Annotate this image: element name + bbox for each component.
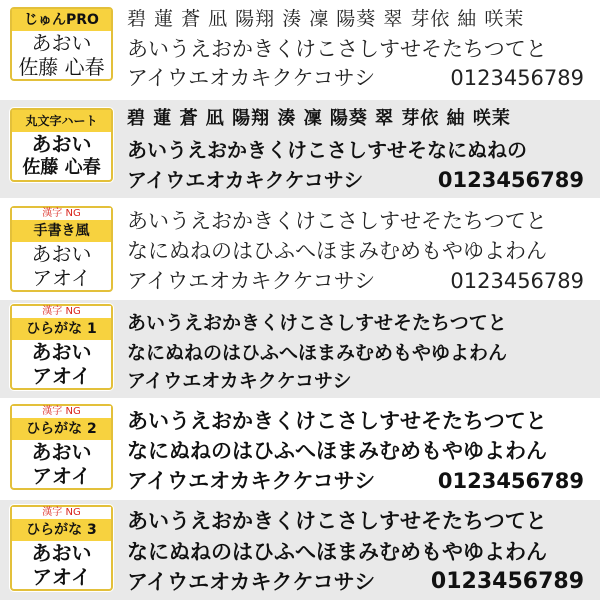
sample-line-1: あいうえおかきくけこさしすせそたちつてと <box>127 509 547 533</box>
font-row-marumoji-heart <box>0 100 600 198</box>
sample-line-3: アイウエオカキクケコサシ <box>127 370 352 392</box>
font-row-hiragana-1 <box>0 300 600 398</box>
sample-digits: 0123456789 <box>450 269 584 293</box>
tag-sample-1: あおい <box>31 541 92 565</box>
tag-sample-2: アオイ <box>32 464 91 488</box>
font-tag <box>10 108 113 182</box>
sample-line-3: アイウエオカキクケコサシ <box>127 570 376 594</box>
font-row-tegaki <box>0 200 600 298</box>
sample-line-3: アイウエオカキクケコサシ <box>127 469 376 493</box>
tag-sample-2: アオイ <box>32 364 91 388</box>
kanji-ng-note: 漢字 NG <box>12 208 111 220</box>
tag-sample-1: あおい <box>31 132 92 156</box>
tag-sample-1: あおい <box>31 31 92 55</box>
sample-line-3: アイウエオカキクケコサシ <box>127 168 364 192</box>
font-name-label: ひらがな 2 <box>12 418 111 440</box>
sample-line-2: あいうえおかきくけこさしすせそなにぬねの <box>127 138 527 162</box>
sample-line-3: アイウエオカキクケコサシ <box>127 269 376 293</box>
font-name-label: 手書き風 <box>12 220 111 242</box>
sample-line-2: あいうえおかきくけこさしすせそたちつてと <box>127 37 547 61</box>
sample-digits: 0123456789 <box>450 66 584 90</box>
font-tag <box>10 404 113 490</box>
font-name-label: ひらがな 3 <box>12 519 111 541</box>
tag-sample-1: あおい <box>31 242 92 266</box>
font-tag <box>10 304 113 390</box>
font-tag <box>10 7 113 81</box>
tag-sample-2: 佐藤 心春 <box>18 55 105 79</box>
tag-sample-2: アオイ <box>32 266 91 290</box>
font-name-label: じゅんPRO <box>12 9 111 31</box>
font-row-hiragana-3 <box>0 500 600 600</box>
sample-line-1: 碧 蓮 蒼 凪 陽翔 湊 凜 陽葵 翠 芽依 紬 咲茉 <box>127 8 525 30</box>
sample-line-2: なにぬねのはひふへほまみむめもやゆよわん <box>127 439 547 463</box>
font-row-junpro <box>0 0 600 98</box>
font-name-label: 丸文字ハート <box>12 110 111 132</box>
kanji-ng-note: 漢字 NG <box>12 507 111 519</box>
sample-line-1: 碧 蓮 蒼 凪 陽翔 湊 凜 陽葵 翠 芽依 紬 咲茉 <box>127 108 511 129</box>
sample-line-2: なにぬねのはひふへほまみむめもやゆよわん <box>127 239 547 263</box>
sample-digits: 0123456789 <box>437 168 584 192</box>
kanji-ng-note: 漢字 NG <box>12 306 111 318</box>
tag-sample-1: あおい <box>31 340 92 364</box>
tag-sample-2: アオイ <box>32 565 91 589</box>
sample-line-2: なにぬねのはひふへほまみむめもやゆよわん <box>127 342 508 364</box>
font-row-hiragana-2 <box>0 400 600 498</box>
sample-line-1: あいうえおかきくけこさしすせそたちつてと <box>127 312 507 334</box>
tag-sample-2: 佐藤 心春 <box>22 157 101 178</box>
font-tag <box>10 505 113 591</box>
tag-sample-1: あおい <box>31 440 92 464</box>
sample-line-1: あいうえおかきくけこさしすせそたちつてと <box>127 209 547 233</box>
kanji-ng-note: 漢字 NG <box>12 406 111 418</box>
sample-digits: 0123456789 <box>437 469 584 493</box>
font-tag <box>10 206 113 292</box>
sample-line-3: アイウエオカキクケコサシ <box>127 66 376 90</box>
font-name-label: ひらがな 1 <box>12 318 111 340</box>
sample-line-2: なにぬねのはひふへほまみむめもやゆよわん <box>127 540 547 564</box>
sample-digits: 0123456789 <box>430 569 584 594</box>
sample-line-1: あいうえおかきくけこさしすせそたちつてと <box>127 409 547 433</box>
